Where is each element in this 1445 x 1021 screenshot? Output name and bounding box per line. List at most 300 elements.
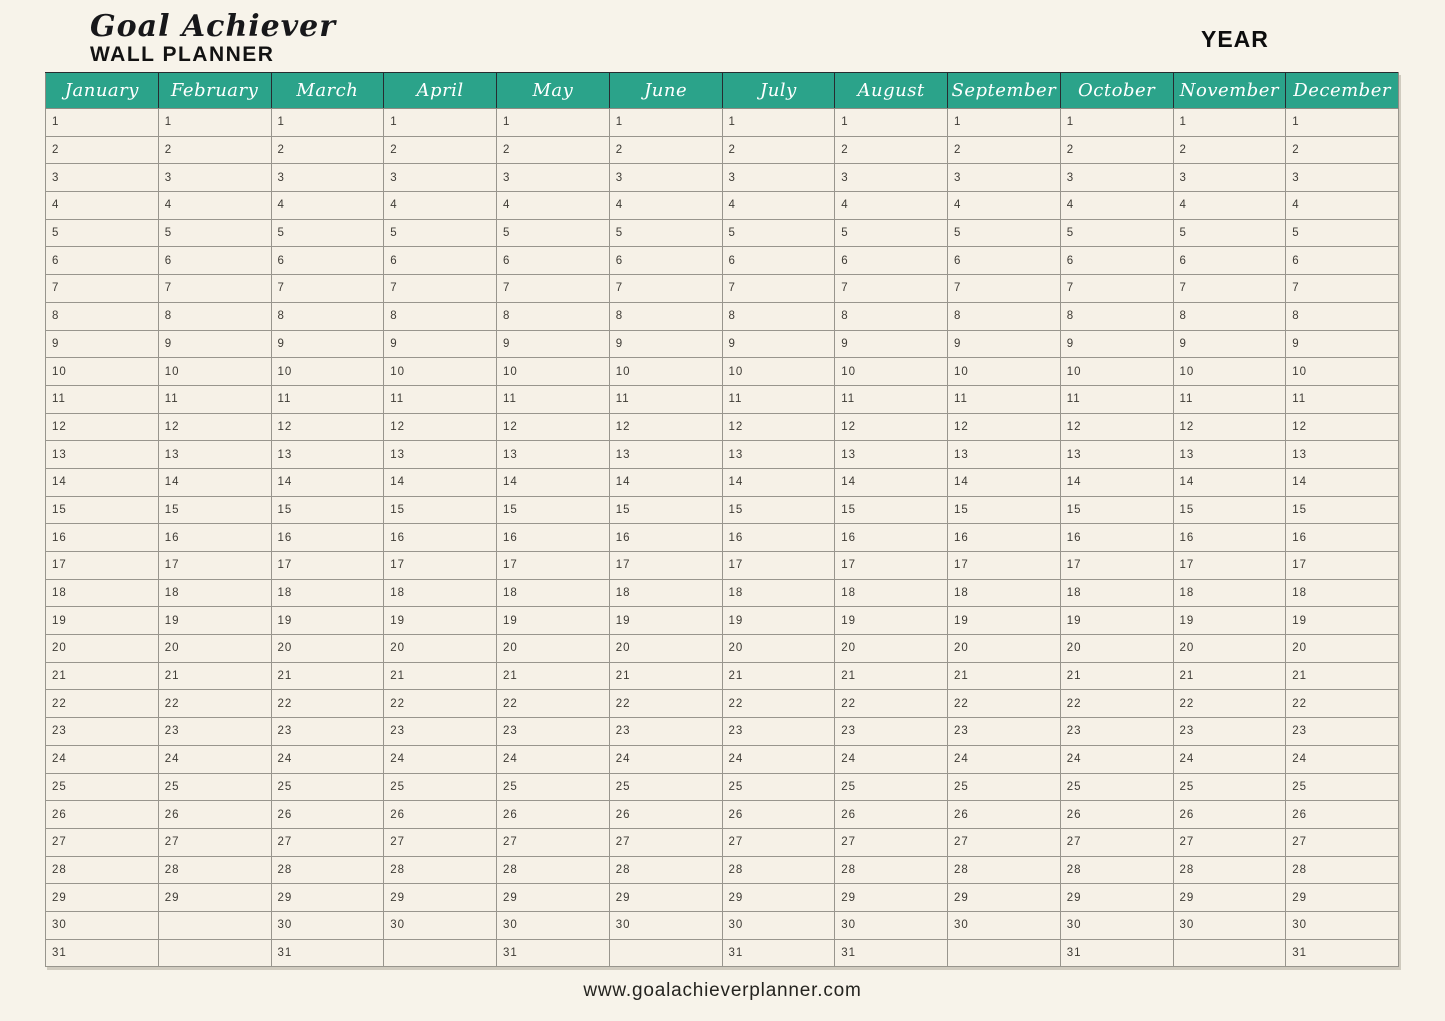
day-cell: 17 [722,552,835,580]
day-cell: 12 [158,413,271,441]
day-cell: 21 [835,662,948,690]
day-cell: 10 [384,358,497,386]
day-cell: 17 [609,552,722,580]
day-cell: 11 [1286,385,1399,413]
day-cell: 6 [835,247,948,275]
day-cell: 20 [835,635,948,663]
day-cell: 13 [835,441,948,469]
day-row [46,828,1399,856]
day-cell: 8 [722,302,835,330]
day-cell: 26 [835,801,948,829]
day-cell: 28 [835,856,948,884]
day-cell: 8 [1286,302,1399,330]
day-cell: 25 [271,773,384,801]
day-cell: 5 [1060,219,1173,247]
month-header: June [609,73,722,109]
day-cell: 1 [948,109,1061,137]
day-cell: 3 [609,164,722,192]
day-cell: 5 [384,219,497,247]
day-cell: 5 [46,219,159,247]
logo-script-title: Goal Achiever [90,9,337,44]
day-cell [158,939,271,967]
day-row [46,524,1399,552]
day-cell: 10 [948,358,1061,386]
month-header: August [835,73,948,109]
day-cell: 12 [46,413,159,441]
day-cell: 10 [46,358,159,386]
day-cell: 8 [46,302,159,330]
day-cell: 17 [948,552,1061,580]
day-cell: 25 [609,773,722,801]
day-cell: 2 [1060,136,1173,164]
day-cell: 8 [384,302,497,330]
day-cell: 9 [384,330,497,358]
day-cell: 8 [497,302,610,330]
day-cell: 11 [384,385,497,413]
day-cell: 12 [1173,413,1286,441]
day-cell: 17 [835,552,948,580]
day-cell: 15 [948,496,1061,524]
day-cell: 29 [722,884,835,912]
day-cell: 5 [497,219,610,247]
day-row [46,745,1399,773]
day-cell: 3 [384,164,497,192]
day-cell: 19 [271,607,384,635]
day-cell [384,939,497,967]
day-cell: 5 [948,219,1061,247]
day-cell: 2 [271,136,384,164]
day-cell: 12 [1060,413,1173,441]
day-cell: 2 [384,136,497,164]
day-cell: 19 [1286,607,1399,635]
day-cell: 12 [835,413,948,441]
month-header: November [1173,73,1286,109]
day-cell: 11 [722,385,835,413]
day-cell: 3 [835,164,948,192]
day-cell: 9 [609,330,722,358]
day-cell: 3 [497,164,610,192]
day-cell: 28 [609,856,722,884]
day-cell: 20 [609,635,722,663]
day-cell: 16 [609,524,722,552]
day-cell: 8 [158,302,271,330]
day-cell: 5 [609,219,722,247]
day-cell: 9 [497,330,610,358]
day-row [46,496,1399,524]
day-cell: 15 [271,496,384,524]
day-cell: 27 [722,828,835,856]
day-cell: 15 [158,496,271,524]
day-cell: 16 [722,524,835,552]
day-cell: 4 [1060,192,1173,220]
day-cell: 14 [1286,468,1399,496]
day-cell: 19 [609,607,722,635]
day-cell: 11 [158,385,271,413]
day-cell: 13 [609,441,722,469]
day-cell: 21 [609,662,722,690]
day-cell: 25 [46,773,159,801]
day-cell: 21 [46,662,159,690]
day-cell: 19 [46,607,159,635]
day-cell: 20 [158,635,271,663]
day-cell: 26 [271,801,384,829]
day-cell: 23 [1173,718,1286,746]
day-cell: 9 [1286,330,1399,358]
day-cell: 22 [835,690,948,718]
day-cell: 14 [271,468,384,496]
day-cell: 24 [835,745,948,773]
month-header: September [948,73,1061,109]
month-header: May [497,73,610,109]
day-cell: 1 [46,109,159,137]
month-header: July [722,73,835,109]
day-cell: 7 [497,275,610,303]
day-row [46,773,1399,801]
day-cell: 9 [1060,330,1173,358]
day-cell: 23 [609,718,722,746]
day-cell: 28 [497,856,610,884]
day-cell: 17 [271,552,384,580]
day-cell: 5 [271,219,384,247]
day-cell: 29 [497,884,610,912]
day-cell: 18 [1173,579,1286,607]
day-cell: 17 [1173,552,1286,580]
day-cell: 22 [722,690,835,718]
day-cell: 25 [384,773,497,801]
day-cell: 28 [948,856,1061,884]
day-cell: 17 [46,552,159,580]
day-cell: 7 [271,275,384,303]
day-row [46,856,1399,884]
day-cell: 6 [1286,247,1399,275]
day-cell: 15 [497,496,610,524]
day-cell: 11 [497,385,610,413]
day-row [46,468,1399,496]
day-cell: 5 [722,219,835,247]
day-cell: 21 [722,662,835,690]
day-cell: 11 [835,385,948,413]
day-cell: 27 [384,828,497,856]
day-cell: 16 [835,524,948,552]
day-cell: 13 [497,441,610,469]
day-cell: 19 [384,607,497,635]
day-row [46,358,1399,386]
day-cell: 7 [384,275,497,303]
day-cell: 10 [835,358,948,386]
day-cell: 24 [1286,745,1399,773]
day-cell: 13 [271,441,384,469]
day-cell: 9 [835,330,948,358]
day-cell: 30 [271,911,384,939]
day-cell: 18 [948,579,1061,607]
day-cell: 20 [384,635,497,663]
day-cell: 13 [158,441,271,469]
day-cell: 31 [1060,939,1173,967]
day-cell: 4 [1286,192,1399,220]
day-cell: 10 [497,358,610,386]
day-cell: 24 [1173,745,1286,773]
day-cell: 27 [1173,828,1286,856]
day-cell: 22 [1286,690,1399,718]
day-cell: 9 [722,330,835,358]
day-row [46,109,1399,137]
day-cell: 6 [46,247,159,275]
day-cell: 9 [46,330,159,358]
day-cell: 26 [1286,801,1399,829]
day-cell: 11 [1173,385,1286,413]
month-header: December [1286,73,1399,109]
day-cell: 24 [271,745,384,773]
day-cell: 24 [948,745,1061,773]
day-cell: 12 [497,413,610,441]
day-cell: 26 [497,801,610,829]
day-row [46,330,1399,358]
day-cell: 2 [158,136,271,164]
day-cell: 3 [271,164,384,192]
month-header: April [384,73,497,109]
day-row [46,579,1399,607]
day-cell: 13 [46,441,159,469]
day-cell: 15 [835,496,948,524]
day-cell: 11 [1060,385,1173,413]
day-cell: 24 [497,745,610,773]
day-cell: 1 [158,109,271,137]
day-cell: 7 [722,275,835,303]
day-cell: 31 [722,939,835,967]
day-cell: 4 [46,192,159,220]
day-cell: 1 [609,109,722,137]
day-cell: 26 [384,801,497,829]
day-cell: 18 [46,579,159,607]
day-cell: 19 [158,607,271,635]
day-cell: 2 [1173,136,1286,164]
day-cell: 24 [46,745,159,773]
day-cell: 21 [1173,662,1286,690]
day-cell: 21 [497,662,610,690]
day-cell: 26 [158,801,271,829]
day-cell: 29 [46,884,159,912]
day-cell: 24 [722,745,835,773]
day-cell: 23 [1060,718,1173,746]
day-cell: 18 [722,579,835,607]
day-cell: 7 [835,275,948,303]
day-cell: 28 [1173,856,1286,884]
day-cell: 10 [1173,358,1286,386]
day-cell: 29 [1286,884,1399,912]
day-cell: 9 [158,330,271,358]
day-cell: 31 [1286,939,1399,967]
day-cell: 3 [1060,164,1173,192]
day-cell: 5 [835,219,948,247]
day-cell: 9 [271,330,384,358]
day-cell: 7 [1060,275,1173,303]
planner-table [45,72,1399,967]
day-cell: 17 [1060,552,1173,580]
day-cell: 23 [384,718,497,746]
day-cell: 4 [835,192,948,220]
day-cell: 22 [609,690,722,718]
day-cell: 12 [384,413,497,441]
day-cell: 6 [722,247,835,275]
day-cell: 1 [835,109,948,137]
day-cell: 18 [609,579,722,607]
day-cell: 2 [948,136,1061,164]
day-cell: 21 [1286,662,1399,690]
day-cell: 23 [497,718,610,746]
day-cell: 14 [1173,468,1286,496]
day-cell: 28 [1060,856,1173,884]
day-cell: 14 [46,468,159,496]
day-cell: 3 [722,164,835,192]
day-cell: 9 [948,330,1061,358]
day-cell: 17 [497,552,610,580]
day-row [46,136,1399,164]
day-cell: 2 [1286,136,1399,164]
day-cell: 27 [271,828,384,856]
day-cell: 11 [271,385,384,413]
day-cell: 10 [271,358,384,386]
day-cell: 4 [158,192,271,220]
day-cell: 27 [1286,828,1399,856]
day-cell: 15 [384,496,497,524]
day-cell: 27 [158,828,271,856]
day-cell: 15 [1173,496,1286,524]
day-cell: 20 [46,635,159,663]
day-cell: 18 [158,579,271,607]
day-cell: 19 [948,607,1061,635]
day-row [46,939,1399,967]
day-cell: 30 [948,911,1061,939]
day-cell: 30 [1286,911,1399,939]
day-cell: 20 [1060,635,1173,663]
day-cell: 29 [384,884,497,912]
day-cell: 7 [46,275,159,303]
day-cell: 13 [1060,441,1173,469]
day-cell: 23 [271,718,384,746]
planner-grid [45,72,1399,967]
day-cell: 25 [497,773,610,801]
day-cell: 6 [948,247,1061,275]
day-cell: 13 [384,441,497,469]
day-cell: 15 [1060,496,1173,524]
day-cell: 16 [1060,524,1173,552]
day-cell: 23 [158,718,271,746]
day-cell: 22 [948,690,1061,718]
day-cell: 8 [948,302,1061,330]
footer-url: www.goalachieverplanner.com [583,980,862,1001]
day-cell: 21 [384,662,497,690]
day-cell: 22 [497,690,610,718]
day-cell: 22 [158,690,271,718]
day-cell: 30 [722,911,835,939]
day-cell: 13 [722,441,835,469]
day-cell: 12 [609,413,722,441]
day-cell: 29 [609,884,722,912]
day-cell: 17 [384,552,497,580]
day-cell: 7 [948,275,1061,303]
day-cell: 5 [1286,219,1399,247]
day-cell: 1 [1060,109,1173,137]
day-cell: 31 [271,939,384,967]
day-row [46,662,1399,690]
day-cell: 6 [158,247,271,275]
day-cell: 26 [1060,801,1173,829]
day-cell: 29 [158,884,271,912]
day-cell: 25 [835,773,948,801]
day-cell: 18 [271,579,384,607]
day-cell: 16 [384,524,497,552]
day-cell: 10 [1060,358,1173,386]
day-cell: 15 [46,496,159,524]
day-cell: 31 [835,939,948,967]
day-row [46,607,1399,635]
day-cell: 6 [609,247,722,275]
day-cell: 6 [497,247,610,275]
day-cell: 20 [1173,635,1286,663]
day-cell: 31 [46,939,159,967]
day-cell: 30 [609,911,722,939]
day-cell: 16 [1173,524,1286,552]
day-cell: 11 [948,385,1061,413]
day-cell: 23 [948,718,1061,746]
day-cell: 30 [497,911,610,939]
day-cell: 16 [497,524,610,552]
day-cell: 8 [1173,302,1286,330]
day-row [46,164,1399,192]
day-cell: 22 [1173,690,1286,718]
day-cell: 30 [384,911,497,939]
day-row [46,911,1399,939]
day-cell: 19 [835,607,948,635]
day-cell: 17 [158,552,271,580]
day-cell: 18 [835,579,948,607]
day-cell: 27 [1060,828,1173,856]
day-row [46,801,1399,829]
day-cell: 11 [46,385,159,413]
day-cell: 29 [948,884,1061,912]
day-cell: 14 [1060,468,1173,496]
day-cell: 14 [835,468,948,496]
day-cell: 7 [1286,275,1399,303]
day-cell: 23 [1286,718,1399,746]
day-cell: 16 [271,524,384,552]
day-cell: 19 [1060,607,1173,635]
day-cell: 9 [1173,330,1286,358]
day-cell: 6 [271,247,384,275]
day-cell: 12 [722,413,835,441]
day-cell: 16 [948,524,1061,552]
day-cell: 20 [497,635,610,663]
day-cell: 7 [158,275,271,303]
day-cell: 30 [1060,911,1173,939]
day-cell: 6 [384,247,497,275]
day-cell: 4 [609,192,722,220]
day-cell: 20 [271,635,384,663]
day-cell: 15 [722,496,835,524]
day-row [46,690,1399,718]
day-cell: 18 [497,579,610,607]
logo-caps-title: WALL PLANNER [90,43,275,66]
day-cell: 14 [948,468,1061,496]
day-cell: 30 [46,911,159,939]
day-row [46,718,1399,746]
day-cell: 14 [158,468,271,496]
day-cell: 12 [1286,413,1399,441]
day-cell: 29 [835,884,948,912]
day-cell: 28 [722,856,835,884]
day-cell: 31 [497,939,610,967]
month-header: January [46,73,159,109]
